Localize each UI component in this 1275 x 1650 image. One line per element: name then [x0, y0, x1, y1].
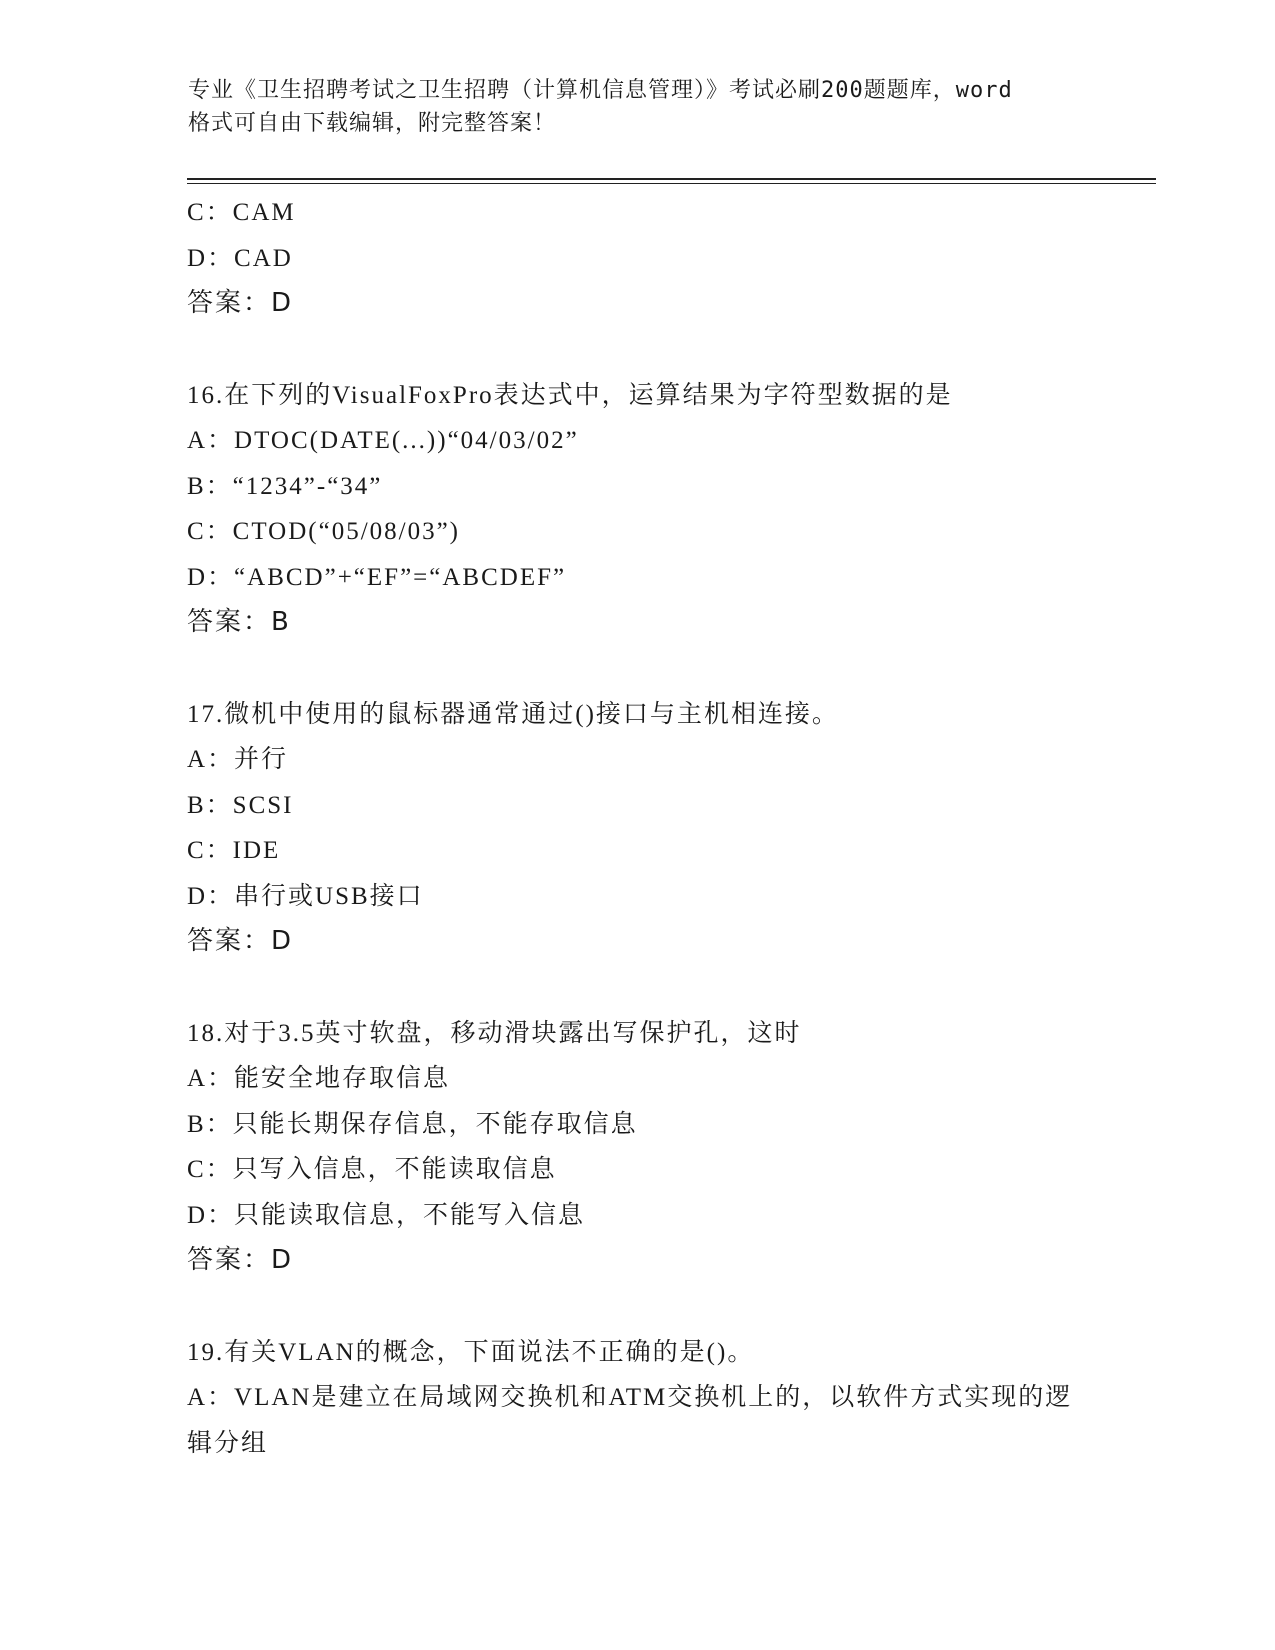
spacer: [187, 1284, 1147, 1330]
option-a: A：能安全地存取信息: [187, 1065, 451, 1092]
answer: 答案：D: [187, 1245, 294, 1275]
question-19: [187, 1330, 1147, 1467]
spacer: [187, 327, 1147, 373]
question-stem: 18.对于3.5英寸软盘，移动滑块露出写保护孔，这时: [187, 1019, 802, 1047]
option-b: B：SCSI: [187, 791, 294, 819]
document-header: [188, 74, 1088, 140]
option-c: C：只写入信息，不能读取信息: [187, 1156, 557, 1183]
option-d: D：只能读取信息，不能写入信息: [187, 1201, 586, 1229]
header-divider-thick: [187, 178, 1156, 180]
spacer: [187, 965, 1147, 1011]
option-b: B：只能长期保存信息，不能存取信息: [187, 1110, 638, 1138]
question-stem: 17.微机中使用的鼠标器通常通过()接口与主机相连接。: [187, 700, 839, 728]
question-stem: 16.在下列的VisualFoxPro表达式中，运算结果为字符型数据的是: [187, 381, 953, 409]
question-stem: 19.有关VLAN的概念，下面说法不正确的是()。: [187, 1338, 755, 1366]
answer: 答案：D: [187, 926, 294, 956]
option-a: A：并行: [187, 746, 289, 773]
question-18: [187, 1011, 1147, 1284]
prev-option-d: D：CAD: [187, 244, 293, 272]
answer: 答案：B: [187, 607, 291, 637]
question-16: [187, 373, 1147, 646]
option-c: C：CTOD(“05/08/03”): [187, 518, 461, 545]
header-divider-thin: [187, 183, 1156, 184]
question-list: [187, 190, 1147, 1466]
spacer: [187, 646, 1147, 692]
option-d: D：“ABCD”+“EF”=“ABCDEF”: [187, 563, 567, 591]
option-c: C：IDE: [187, 837, 281, 864]
header-title-line-2: 格式可自由下载编辑，附完整答案！: [188, 111, 557, 136]
question-17: [187, 692, 1147, 965]
prev-answer: 答案：D: [187, 288, 294, 318]
option-a: A：VLAN是建立在局域网交换机和ATM交换机上的，以软件方式实现的逻辑分组: [187, 1384, 1073, 1457]
prev-option-c: C：CAM: [187, 199, 296, 226]
option-a: A：DTOC(DATE(...))“04/03/02”: [187, 427, 579, 454]
option-b: B：“1234”-“34”: [187, 472, 383, 500]
option-d: D：串行或USB接口: [187, 882, 424, 910]
header-title-line-1: 专业《卫生招聘考试之卫生招聘（计算机信息管理）》考试必刷200题题库，word: [188, 78, 1013, 103]
